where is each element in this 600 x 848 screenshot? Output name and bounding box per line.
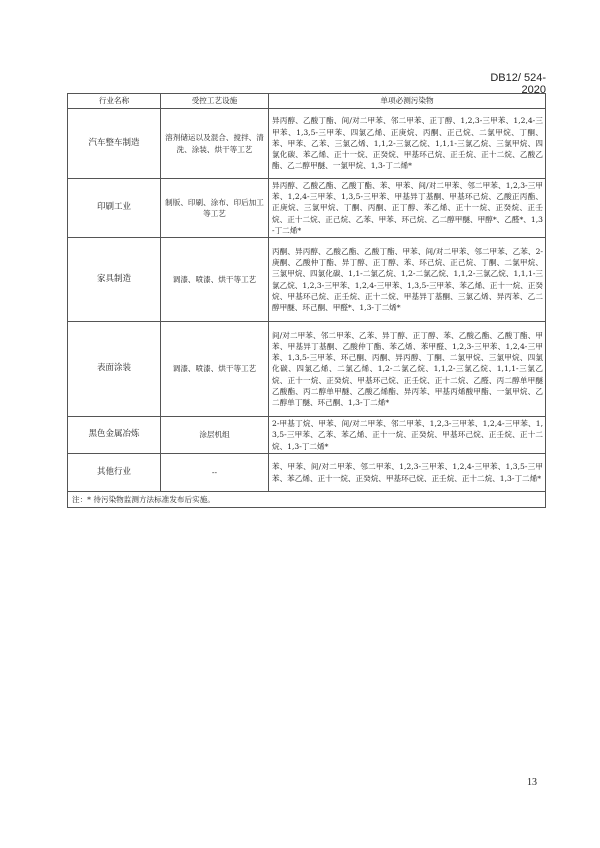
document-number: DB12/ 524-2020 <box>490 72 546 96</box>
pollutants-cell: 间/对二甲苯、邻二甲苯、乙苯、异丁醇、正丁醇、苯、乙酸乙酯、乙酸丁酯、甲苯、甲基异丁基酮、乙酸仲丁酯、苯乙烯、苯甲醛、1,2,3-三甲苯、1,2,4-三甲苯、1,3,5-三甲苯、环己酮、丙酮、异丙醇、丁酮、二氯甲烷、三氯甲烷、四氯化碳、四氯乙烯、二氯乙烯、1,2-二氯乙烷、1,1,2-三氯乙烷、1,1,1-三氯乙烷、正十一烷、正癸烷、甲基环己烷、正壬烷、正十二烷、乙醛、丙二醇单甲醚乙酸酯、丙二醇单甲醚、乙酸乙烯酯、异丙苯、甲基丙烯酸甲酯、一氯甲烷、乙二醇单丁醚、环己酮、1,3-丁二烯* <box>269 322 546 417</box>
column-header-industry: 行业名称 <box>68 94 161 109</box>
process-cell: 调漆、喷漆、烘干等工艺 <box>161 238 269 322</box>
table-row <box>68 417 546 454</box>
pollutants-cell: 2-甲基丁烷、甲苯、间/对二甲苯、邻二甲苯、1,2,3-三甲苯、1,2,4-三甲苯、1,3,5-三甲苯、乙苯、苯乙烯、正十一烷、正癸烷、甲基环己烷、正壬烷、正十二烷、1,3-丁二烯* <box>269 417 546 454</box>
table-row <box>68 322 546 417</box>
industry-cell: 表面涂装 <box>68 322 161 417</box>
table-note: 注：* 待污染物监测方法标准发布后实施。 <box>68 492 546 508</box>
pollutant-table <box>67 93 546 508</box>
process-cell: 涂层机组 <box>161 417 269 454</box>
table-row <box>68 179 546 238</box>
industry-cell: 其他行业 <box>68 454 161 492</box>
industry-cell: 汽车整车制造 <box>68 109 161 179</box>
page-number: 13 <box>527 777 537 788</box>
industry-cell: 印刷工业 <box>68 179 161 238</box>
process-cell: 溶剂储运以及混合、搅拌、清洗、涂装、烘干等工艺 <box>161 109 269 179</box>
pollutants-cell: 异丙醇、乙酸乙酯、乙酸丁酯、苯、甲苯、间/对二甲苯、邻二甲苯、1,2,3-三甲苯、1,2,4-三甲苯、1,3,5-三甲苯、甲基异丁基酮、甲基环己烷、乙酸正丙酯、正庚烷、三氯甲烷、丁酮、丙酮、正丁醇、苯乙烯、正十一烷、正癸烷、正壬烷、正十二烷、正己烷、乙苯、甲苯、环己烷、乙二醇甲醚、甲醇*、乙醛*、1,3-丁二烯* <box>269 179 546 238</box>
table-row <box>68 109 546 179</box>
pollutants-cell: 异丙醇、乙酸丁酯、间/对二甲苯、邻二甲苯、正丁醇、1,2,3-三甲苯、1,2,4-三甲苯、1,3,5-三甲苯、四氯乙烯、正庚烷、丙酮、正己烷、二氯甲烷、丁酮、苯、甲苯、乙苯、三氯乙烯、1,1,2-三氯乙烷、1,1,1-三氯乙烷、三氯甲烷、四氯化碳、苯乙烯、正十一烷、正癸烷、甲基环己烷、正壬烷、正十二烷、乙酸乙酯、乙二醇甲醚、一氯甲烷、1,3-丁二烯* <box>269 109 546 179</box>
pollutants-cell: 丙酮、异丙醇、乙酸乙酯、乙酸丁酯、甲苯、间/对二甲苯、邻二甲苯、乙苯、2-庚酮、乙酸仲丁酯、异丁醇、正丁醇、苯、环己烷、正己烷、丁酮、二氯甲烷、三氯甲烷、四氯化碳、1,1-二氯乙烷、1,2-二氯乙烷、1,1,2-三氯乙烷、1,1,1-三氯乙烷、1,2,3-三甲苯、1,2,4-三甲苯、1,3,5-三甲苯、苯乙烯、正十一烷、正癸烷、甲基环己烷、正壬烷、正十二烷、甲基异丁基酮、三氯乙烯、异丙苯、乙二醇甲醚、环己酮、甲醛*、1,3-丁二烯* <box>269 238 546 322</box>
process-cell: -- <box>161 454 269 492</box>
table-row <box>68 238 546 322</box>
table-row <box>68 454 546 492</box>
industry-cell: 家具制造 <box>68 238 161 322</box>
process-cell: 调漆、喷漆、烘干等工艺 <box>161 322 269 417</box>
process-cell: 制版、印刷、涂布、印后加工等工艺 <box>161 179 269 238</box>
industry-cell: 黑色金属冶炼 <box>68 417 161 454</box>
note-row <box>68 492 546 508</box>
column-header-process: 受控工艺设施 <box>161 94 269 109</box>
pollutants-cell: 苯、甲苯、间/对二甲苯、邻二甲苯、1,2,3-三甲苯、1,2,4-三甲苯、1,3,5-三甲苯、苯乙烯、正十一烷、正癸烷、甲基环己烷、正壬烷、正十二烷、1,3-丁二烯* <box>269 454 546 492</box>
column-header-pollutants: 单项必测污染物 <box>269 94 546 109</box>
table-header-row <box>68 94 546 109</box>
